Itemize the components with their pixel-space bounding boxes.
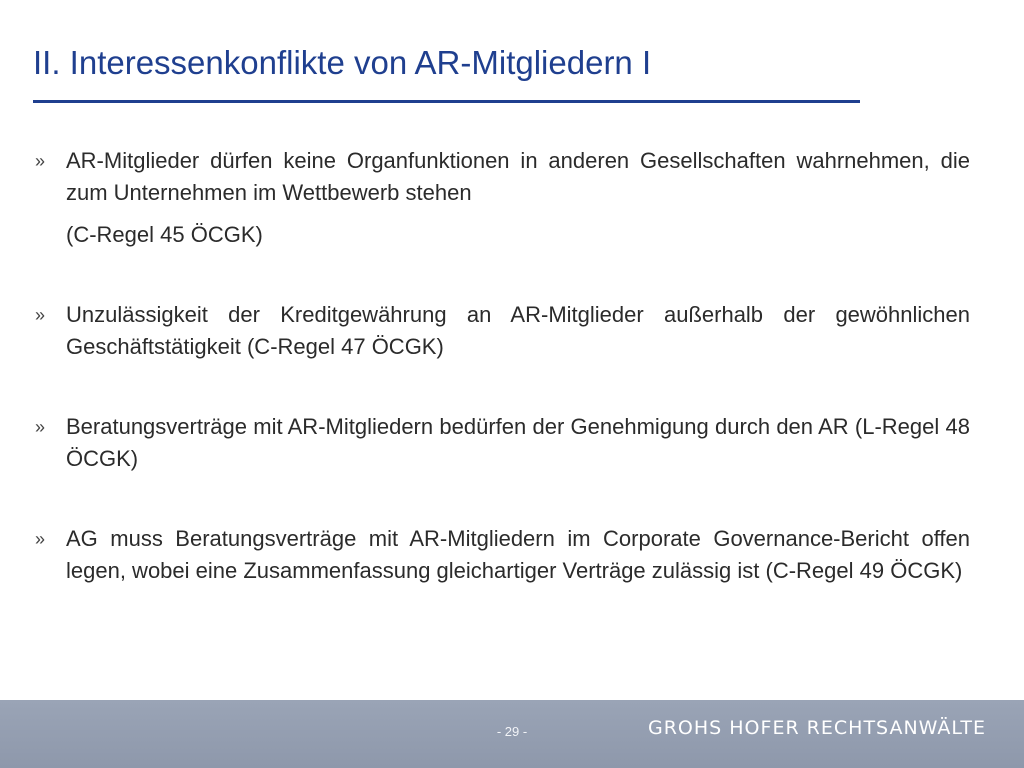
- title-underline: [33, 100, 860, 103]
- firm-logo: GROHS HOFER RECHTSANWÄLTE: [648, 717, 986, 739]
- slide-title: II. Interessenkonflikte von AR-Mitgliedern I: [33, 44, 652, 81]
- bullet-list: [35, 145, 970, 635]
- page-number: - 29 -: [496, 724, 528, 739]
- bullet-text: Beratungsverträge mit AR-Mitgliedern bedürfen der Genehmigung durch den AR (L-Regel 48 ÖCGK): [66, 414, 970, 471]
- bullet-marker-icon: »: [35, 305, 46, 325]
- bullet-text: AG muss Beratungsverträge mit AR-Mitgliedern im Corporate Governance-Bericht offen legen, wobei eine Zusammenfassung gleichartiger Verträge zulässig ist (C-Regel 49 ÖCGK): [66, 526, 970, 583]
- bullet-subline: (C-Regel 45 ÖCGK): [66, 222, 263, 247]
- bullet-text: Unzulässigkeit der Kreditgewährung an AR-Mitglieder außerhalb der gewöhnlichen Geschäftstätigkeit (C-Regel 47 ÖCGK): [66, 302, 970, 359]
- bullet-item: [35, 523, 970, 587]
- bullet-marker-icon: »: [35, 151, 46, 171]
- bullet-marker-icon: »: [35, 529, 46, 549]
- footer-bar: [0, 700, 1024, 768]
- bullet-item: [35, 411, 970, 475]
- bullet-marker-icon: »: [35, 417, 46, 437]
- bullet-item: [35, 145, 970, 251]
- bullet-text: AR-Mitglieder dürfen keine Organfunktionen in anderen Gesellschaften wahrnehmen, die zum Unternehmen im Wettbewerb stehen: [66, 148, 970, 205]
- bullet-item: [35, 299, 970, 363]
